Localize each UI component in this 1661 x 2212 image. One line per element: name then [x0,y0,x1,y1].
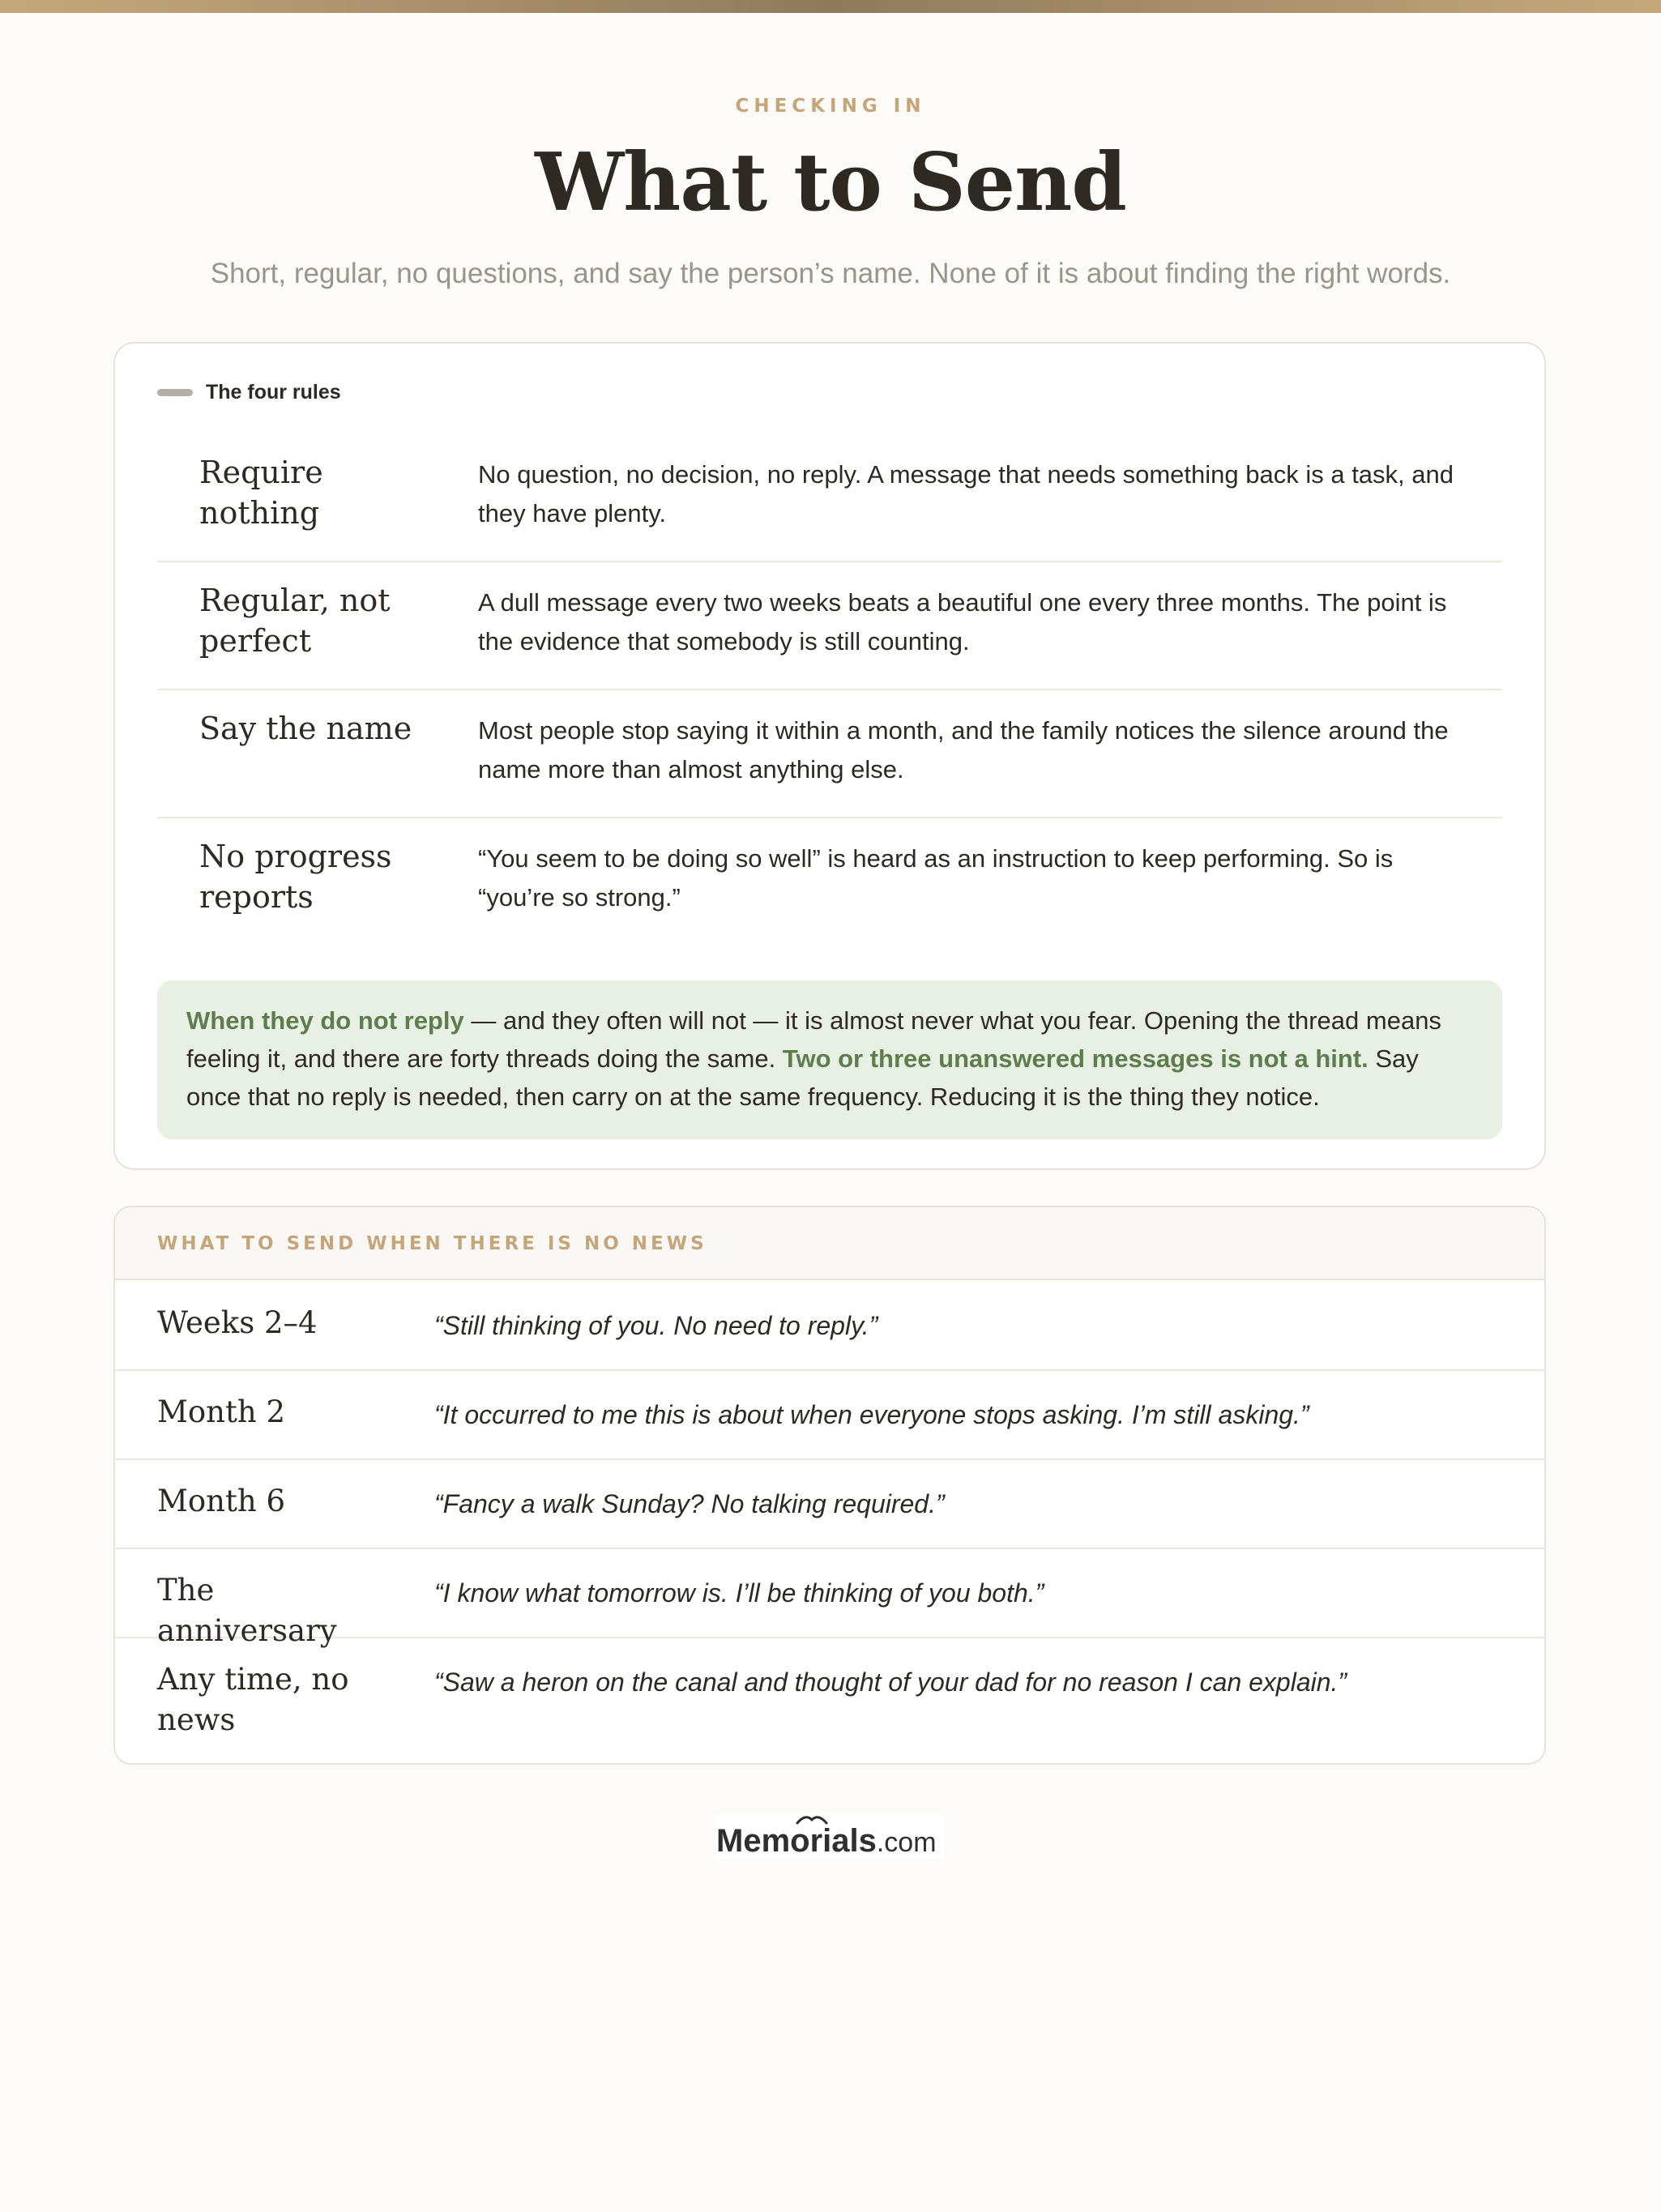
schedule-card [113,1206,1546,1765]
note-text: — and they often will not — it is almost never what you fear. Opening the thread means feeling it, and there are forty threads doing the same. [186,1006,1441,1073]
rules-card [113,342,1546,1170]
no-reply-note [157,980,1502,1139]
schedule-row [115,1638,1544,1763]
schedule-label: WHAT TO SEND WHEN THERE IS NO NEWS [157,1233,707,1254]
rule-row [157,818,1502,946]
schedule-row [115,1460,1544,1549]
rule-title: No progress reports [199,839,392,915]
schedule-header [115,1207,1544,1280]
dash-icon [157,389,193,396]
rule-row [157,690,1502,818]
schedule-row [115,1549,1544,1648]
logo-text [716,1823,937,1860]
note-emphasis: Two or three unanswered messages is not a hint. [782,1044,1369,1073]
schedule-when: Month 2 [157,1394,285,1429]
rule-row [157,562,1502,690]
schedule-row [115,1371,1544,1460]
rules-label: The four rules [206,381,341,404]
eyebrow: CHECKING IN [735,96,926,117]
rule-text: Most people stop saying it within a month, and the family notices the silence around the name more than almost anything else. [478,716,1449,784]
page-subtitle: Short, regular, no questions, and say the person’s name. None of it is about finding the right words. [210,258,1451,289]
memorials-logo[interactable] [716,1813,945,1859]
rule-title: Require nothing [199,455,323,531]
top-accent-bar [0,0,1661,13]
rule-text: “You seem to be doing so well” is heard as an instruction to keep performing. So is “you’re so strong.” [478,844,1394,912]
schedule-row [115,1282,1544,1371]
schedule-when: The anniversary [157,1573,337,1648]
page-title: What to Send [535,136,1126,229]
schedule-message: “Fancy a walk Sunday? No talking required.” [434,1489,945,1518]
schedule-message: “Still thinking of you. No need to reply.” [434,1311,878,1340]
rule-text: No question, no decision, no reply. A message that needs something back is a task, and they have plenty. [478,460,1454,527]
rule-title: Regular, not perfect [199,583,391,659]
schedule-message: “I know what tomorrow is. I’ll be thinking of you both.” [434,1578,1044,1608]
rules-header [157,381,341,404]
logo-suffix: .com [876,1827,937,1858]
schedule-when: Any time, no news [157,1662,349,1737]
rule-row [157,434,1502,562]
note-lead: When they do not reply [186,1006,464,1035]
schedule-when: Month 6 [157,1484,285,1518]
schedule-message: “Saw a heron on the canal and thought of your dad for no reason I can explain.” [434,1668,1347,1697]
rule-text: A dull message every two weeks beats a beautiful one every three months. The point is the evidence that somebody is still counting. [478,588,1447,655]
rule-title: Say the name [199,711,412,746]
schedule-message: “It occurred to me this is about when everyone stops asking. I’m still asking.” [434,1400,1309,1429]
note-text: Say once that no reply is needed, then carry on at the same frequency. Reducing it is the thing they notice. [186,1044,1419,1111]
schedule-when: Weeks 2–4 [157,1305,318,1340]
logo-name: Memorials [716,1823,877,1859]
